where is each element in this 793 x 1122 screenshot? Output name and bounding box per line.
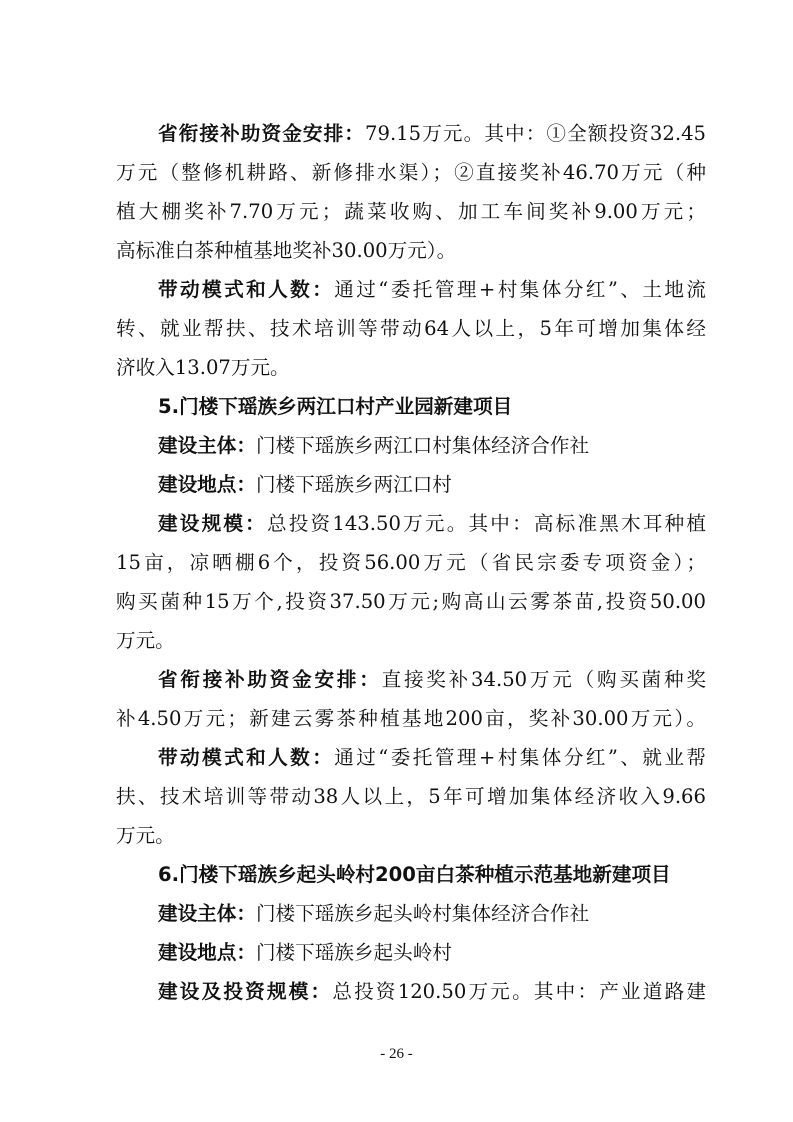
s5-location-line xyxy=(158,467,706,503)
location-value: 门楼下瑶族乡起头岭村 xyxy=(255,941,452,964)
drive-mode-label: 带动模式和人数： xyxy=(158,746,335,769)
s5-scale-line-1 xyxy=(158,506,706,542)
subject-value: 门楼下瑶族乡起头岭村集体经济合作社 xyxy=(255,902,590,925)
drive-mode-text: 通过“委托管理+村集体分红”、就业帮 xyxy=(334,746,706,769)
fund-arrangement-label: 省衔接补助资金安排： xyxy=(158,668,382,691)
text-line: 补4.50万元；新建云雾茶种植基地200亩，奖补30.00万元）。 xyxy=(116,707,706,730)
text-line: 植大棚奖补7.70万元；蔬菜收购、加工车间奖补9.00万元； xyxy=(116,200,706,223)
subject-value: 门楼下瑶族乡两江口村集体经济合作社 xyxy=(255,434,590,457)
subject-label: 建设主体： xyxy=(158,902,256,925)
fund-arrangement-text: 79.15万元。其中：①全额投资32.45 xyxy=(365,122,706,145)
drive-mode-label: 带动模式和人数： xyxy=(158,278,335,301)
section-6-heading: 6.门楼下瑶族乡起头岭村200亩白茶种植示范基地新建项目 xyxy=(158,863,671,886)
text-line: 万元。 xyxy=(116,629,175,652)
location-label: 建设地点： xyxy=(158,473,256,496)
subject-label: 建设主体： xyxy=(158,434,256,457)
scale-text: 总投资143.50万元。其中：高标准黑木耳种植 xyxy=(266,512,706,535)
section-5-heading: 5.门楼下瑶族乡两江口村产业园新建项目 xyxy=(158,395,513,418)
fund-arrangement-label: 省衔接补助资金安排： xyxy=(158,122,366,145)
text-line: 转、就业帮扶、技术培训等带动64人以上，5年可增加集体经 xyxy=(116,317,706,340)
text-line: 万元（整修机耕路、新修排水渠）；②直接奖补46.70万元（种 xyxy=(116,161,706,184)
location-value: 门楼下瑶族乡两江口村 xyxy=(255,473,452,496)
s6-subject-line xyxy=(158,896,706,932)
s5-subject-line xyxy=(158,428,706,464)
drive-mode-line-1 xyxy=(158,272,706,308)
text-line: 扶、技术培训等带动38人以上，5年可增加集体经济收入9.66 xyxy=(116,785,706,808)
text-line: 购买菌种15万个,投资37.50万元;购高山云雾茶苗,投资50.00 xyxy=(116,590,706,613)
fund-arrangement-line-1 xyxy=(158,116,706,152)
page-number: - 26 - xyxy=(380,1046,413,1062)
fund-arrangement-text: 直接奖补34.50万元（购买菌种奖 xyxy=(381,668,706,691)
s5-fund-line-1 xyxy=(158,662,706,698)
scale-text: 总投资120.50万元。其中：产业道路建 xyxy=(332,980,706,1003)
text-line: 万元。 xyxy=(116,824,175,847)
s6-scale-line-1 xyxy=(158,974,706,1010)
location-label: 建设地点： xyxy=(158,941,256,964)
text-line: 15亩，凉晒棚6个，投资56.00万元（省民宗委专项资金）； xyxy=(116,551,706,574)
scale-label: 建设及投资规模： xyxy=(158,980,333,1003)
s5-drive-line-1 xyxy=(158,740,706,776)
drive-mode-text: 通过“委托管理+村集体分红”、土地流 xyxy=(334,278,706,301)
text-line: 济收入13.07万元。 xyxy=(116,356,290,379)
scale-label: 建设规模： xyxy=(158,512,267,535)
s6-location-line xyxy=(158,935,706,971)
text-line: 高标准白茶种植基地奖补30.00万元）。 xyxy=(116,239,457,262)
